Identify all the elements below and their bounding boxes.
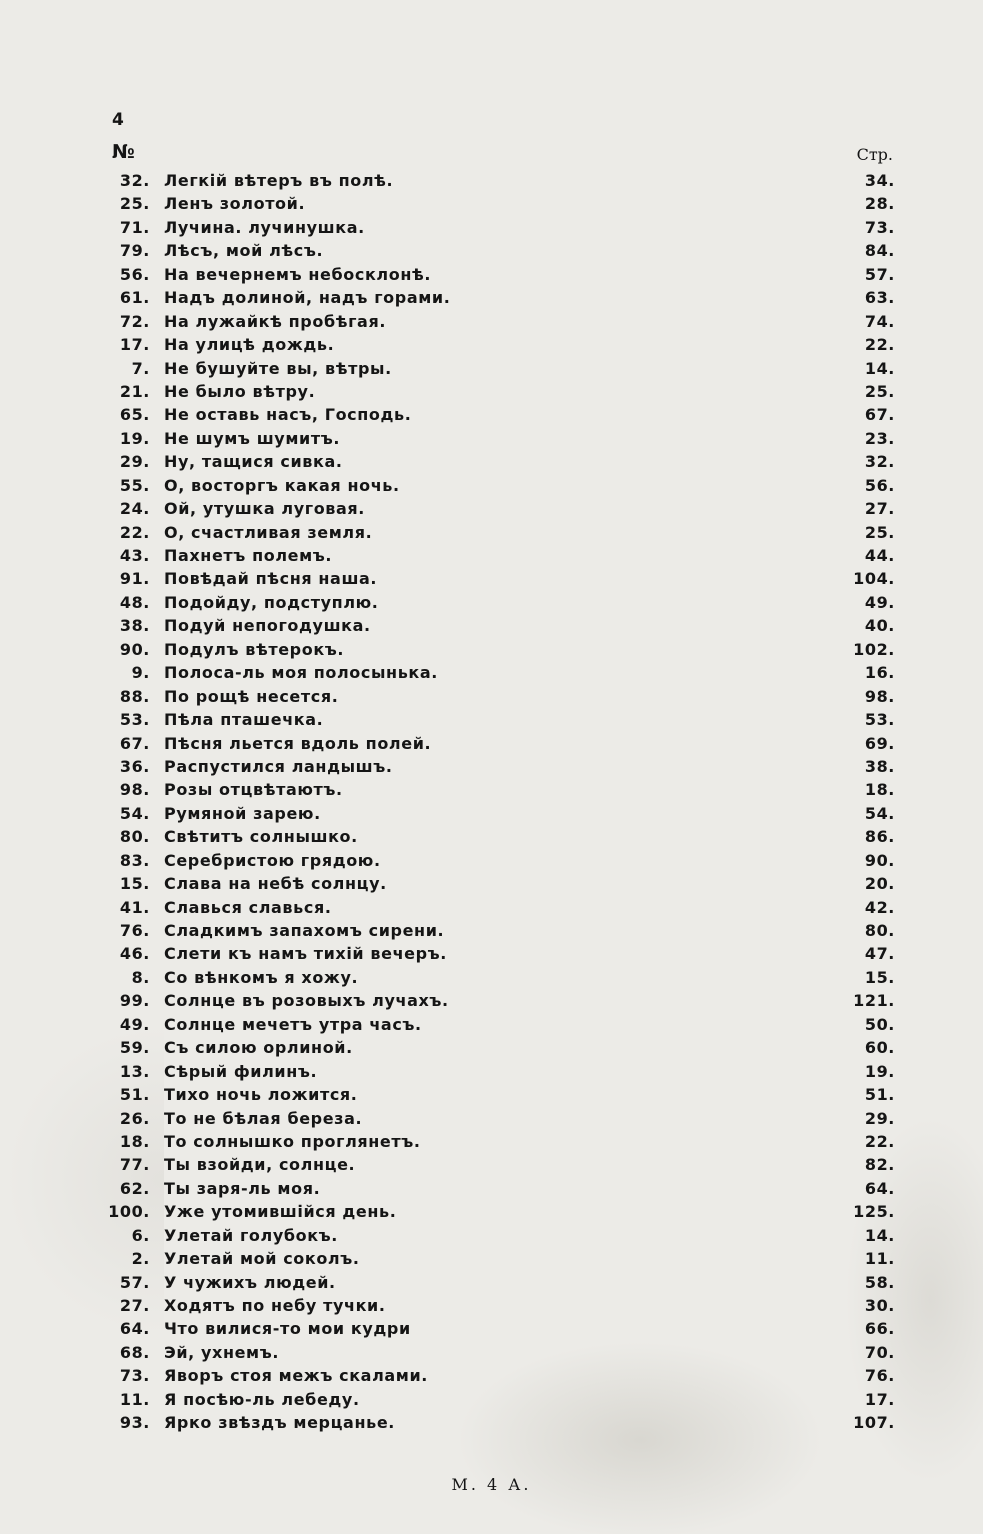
toc-entry xyxy=(100,802,895,825)
entry-page: 17. xyxy=(864,1389,895,1409)
toc-entry xyxy=(100,1107,895,1130)
entry-title: Пѣсня льется вдоль полей. xyxy=(164,732,435,755)
entry-number: 100. xyxy=(108,1202,150,1222)
entry-page: 67. xyxy=(864,405,895,425)
toc-entry xyxy=(100,567,895,590)
toc-entry xyxy=(100,1200,895,1223)
toc-entry xyxy=(100,1036,895,1059)
entry-title: Не оставь насъ, Господь. xyxy=(164,403,415,426)
entry-number: 83. xyxy=(119,850,150,870)
entry-number: 36. xyxy=(119,756,150,776)
entry-page: 47. xyxy=(864,944,895,964)
entry-title: Слети къ намъ тихій вечеръ. xyxy=(164,942,451,965)
entry-title: На лужайкѣ пробѣгая. xyxy=(164,310,390,333)
toc-entry xyxy=(100,825,895,848)
toc-entry xyxy=(100,872,895,895)
entry-page: 32. xyxy=(864,452,895,472)
entry-title: Ленъ золотой. xyxy=(164,192,309,215)
entry-number: 80. xyxy=(119,827,150,847)
entry-page: 102. xyxy=(853,639,895,659)
entry-title: Не шумъ шумитъ. xyxy=(164,427,344,450)
toc-entry xyxy=(100,1271,895,1294)
entry-title: Повѣдай пѣсня наша. xyxy=(164,567,381,590)
entry-title: Не было вѣтру. xyxy=(164,380,319,403)
entry-number: 21. xyxy=(119,381,150,401)
entry-title: Я посѣю-ль лебеду. xyxy=(164,1388,364,1411)
toc-entry xyxy=(100,1224,895,1247)
entry-title: Сѣрый филинъ. xyxy=(164,1060,321,1083)
entry-page: 49. xyxy=(864,592,895,612)
entry-title: Сладкимъ запахомъ сирени. xyxy=(164,919,448,942)
entry-page: 30. xyxy=(864,1296,895,1315)
entry-number: 6. xyxy=(131,1225,150,1245)
entry-number: 72. xyxy=(119,311,150,331)
toc-entry xyxy=(100,708,895,731)
toc-entry xyxy=(100,1153,895,1176)
entry-page: 84. xyxy=(864,241,895,261)
entry-page: 58. xyxy=(864,1272,895,1292)
entry-page: 70. xyxy=(864,1342,895,1362)
entry-number: 93. xyxy=(119,1413,150,1433)
entry-page: 56. xyxy=(864,475,895,495)
toc-entry xyxy=(100,942,895,965)
entry-title: Подулъ вѣтерокъ. xyxy=(164,638,348,661)
entry-number: 18. xyxy=(119,1131,150,1151)
entry-page: 80. xyxy=(864,921,895,940)
entry-title: Улетай мой соколъ. xyxy=(164,1247,364,1270)
entry-page: 107. xyxy=(853,1413,895,1433)
entry-title: У чужихъ людей. xyxy=(164,1271,340,1294)
entry-page: 19. xyxy=(864,1061,895,1081)
entry-number: 8. xyxy=(131,967,150,987)
toc-entry xyxy=(100,357,895,380)
entry-title: Лучина. лучинушка. xyxy=(164,216,369,239)
entry-page: 57. xyxy=(864,264,895,284)
entry-title: Подойду, подступлю. xyxy=(164,591,382,614)
entry-number: 79. xyxy=(119,241,150,261)
entry-number: 43. xyxy=(119,546,150,565)
entry-title: Солнце мечетъ утра часъ. xyxy=(164,1013,426,1036)
entry-number: 91. xyxy=(119,569,150,589)
entry-number: 71. xyxy=(119,217,150,237)
toc-entry xyxy=(100,1317,895,1340)
entry-page: 16. xyxy=(864,663,895,683)
toc-entry xyxy=(100,966,895,989)
toc-entry xyxy=(100,544,895,567)
page-number: 4 xyxy=(112,110,124,130)
entry-page: 121. xyxy=(853,991,895,1011)
entry-number: 38. xyxy=(119,616,150,636)
toc-entry xyxy=(100,732,895,755)
entry-title: По рощѣ несется. xyxy=(164,685,342,708)
toc-entry xyxy=(100,521,895,544)
toc-entry xyxy=(100,989,895,1012)
toc-entry xyxy=(100,591,895,614)
entry-page: 42. xyxy=(864,897,895,917)
entry-title: О, счастливая земля. xyxy=(164,521,376,544)
entry-title: Солнце въ розовыхъ лучахъ. xyxy=(164,989,453,1012)
toc-entry xyxy=(100,427,895,450)
entry-number: 48. xyxy=(119,592,150,612)
entry-number: 25. xyxy=(119,194,150,214)
entry-number: 27. xyxy=(119,1296,150,1315)
toc-entry xyxy=(100,169,895,192)
entry-title: Уже утомившійся день. xyxy=(164,1200,400,1223)
toc-entry xyxy=(100,778,895,801)
entry-title: Распустился ландышъ. xyxy=(164,755,397,778)
entry-page: 14. xyxy=(864,358,895,378)
entry-title: То солнышко проглянетъ. xyxy=(164,1130,425,1153)
entry-number: 98. xyxy=(119,780,150,800)
entry-page: 63. xyxy=(864,288,895,308)
entry-title: Лѣсъ, мой лѣсъ. xyxy=(164,239,327,262)
entry-page: 40. xyxy=(864,616,895,636)
entry-title: Розы отцвѣтаютъ. xyxy=(164,778,347,801)
entry-page: 14. xyxy=(864,1225,895,1245)
entry-number: 46. xyxy=(119,944,150,964)
entry-number: 51. xyxy=(119,1085,150,1105)
entry-number: 62. xyxy=(119,1178,150,1198)
entry-page: 82. xyxy=(864,1155,895,1175)
entry-page: 74. xyxy=(864,311,895,331)
entry-number: 99. xyxy=(119,991,150,1011)
entry-number: 19. xyxy=(119,428,150,448)
toc-entry xyxy=(100,286,895,309)
entry-number: 2. xyxy=(131,1249,150,1269)
entry-title: Эй, ухнемъ. xyxy=(164,1341,283,1364)
toc-entry xyxy=(100,1294,895,1317)
entry-title: Тихо ночь ложится. xyxy=(164,1083,361,1106)
entry-title: Ты взойди, солнце. xyxy=(164,1153,359,1176)
toc-entry xyxy=(100,192,895,215)
toc-entry xyxy=(100,403,895,426)
entry-title: Ярко звѣздъ мерцанье. xyxy=(164,1411,399,1434)
entry-title: Легкій вѣтеръ въ полѣ. xyxy=(164,169,397,192)
entry-title: Надъ долиной, надъ горами. xyxy=(164,286,454,309)
entry-page: 66. xyxy=(864,1319,895,1339)
entry-number: 17. xyxy=(119,335,150,355)
entry-number: 15. xyxy=(119,874,150,894)
entry-page: 50. xyxy=(864,1014,895,1034)
toc-entry xyxy=(100,310,895,333)
entry-title: Свѣтитъ солнышко. xyxy=(164,825,362,848)
toc-entry xyxy=(100,333,895,356)
entry-number: 29. xyxy=(119,452,150,472)
entry-page: 29. xyxy=(864,1108,895,1128)
entry-page: 64. xyxy=(864,1178,895,1198)
entry-page: 11. xyxy=(864,1249,895,1269)
toc-entry xyxy=(100,1364,895,1387)
toc-entry xyxy=(100,474,895,497)
toc-entry xyxy=(100,216,895,239)
entry-number: 54. xyxy=(119,803,150,823)
entry-number: 76. xyxy=(119,921,150,940)
entry-title: Славься славься. xyxy=(164,896,336,919)
toc-header xyxy=(112,141,893,165)
toc-entry xyxy=(100,1060,895,1083)
entry-page: 20. xyxy=(864,874,895,894)
entry-page: 38. xyxy=(864,756,895,776)
toc-entry xyxy=(100,849,895,872)
entry-page: 44. xyxy=(864,546,895,565)
toc-entry xyxy=(100,755,895,778)
entry-number: 55. xyxy=(119,475,150,495)
entry-page: 69. xyxy=(864,733,895,753)
entry-title: Не бушуйте вы, вѣтры. xyxy=(164,357,396,380)
entry-title: На улицѣ дождь. xyxy=(164,333,338,356)
toc-entry xyxy=(100,1388,895,1411)
entry-page: 28. xyxy=(864,194,895,214)
toc-entry xyxy=(100,614,895,637)
entry-number: 9. xyxy=(131,663,150,683)
entry-title: На вечернемъ небосклонѣ. xyxy=(164,263,435,286)
entry-page: 25. xyxy=(864,381,895,401)
entry-number: 56. xyxy=(119,264,150,284)
toc-entry xyxy=(100,380,895,403)
entry-title: Улетай голубокъ. xyxy=(164,1224,342,1247)
entry-number: 68. xyxy=(119,1342,150,1362)
entry-title: Что вилися-то мои кудри xyxy=(164,1317,415,1340)
entry-page: 98. xyxy=(864,686,895,706)
toc-entry xyxy=(100,1247,895,1270)
entry-page: 22. xyxy=(864,335,895,355)
toc-entry xyxy=(100,497,895,520)
toc-entry xyxy=(100,919,895,942)
entry-page: 23. xyxy=(864,428,895,448)
entry-number: 67. xyxy=(119,733,150,753)
entry-title: Полоса-ль моя полосынька. xyxy=(164,661,442,684)
entry-number: 32. xyxy=(119,171,150,190)
toc-entry xyxy=(100,638,895,661)
entry-number: 24. xyxy=(119,499,150,519)
entry-title: Ну, тащися сивка. xyxy=(164,450,347,473)
entry-page: 22. xyxy=(864,1131,895,1151)
entry-page: 53. xyxy=(864,710,895,730)
entry-title: Ходятъ по небу тучки. xyxy=(164,1294,390,1317)
entry-title: То не бѣлая береза. xyxy=(164,1107,366,1130)
entry-title: Слава на небѣ солнцу. xyxy=(164,872,391,895)
toc-entry xyxy=(100,1083,895,1106)
entry-title: Пѣла пташечка. xyxy=(164,708,327,731)
entry-title: Румяной зарею. xyxy=(164,802,325,825)
printer-signature: М. 4 А. xyxy=(451,1475,532,1494)
entry-page: 90. xyxy=(864,850,895,870)
entry-page: 18. xyxy=(864,780,895,800)
toc-entry xyxy=(100,896,895,919)
entry-title: Яворъ стоя межъ скалами. xyxy=(164,1364,432,1387)
entry-number: 88. xyxy=(119,686,150,706)
entry-title: Ты заря-ль моя. xyxy=(164,1177,324,1200)
entry-page: 54. xyxy=(864,803,895,823)
entry-page: 60. xyxy=(864,1038,895,1058)
toc-entry xyxy=(100,1130,895,1153)
entry-page: 15. xyxy=(864,967,895,987)
entry-page: 104. xyxy=(853,569,895,589)
toc-entry xyxy=(100,1411,895,1434)
entry-number: 57. xyxy=(119,1272,150,1292)
entry-number: 73. xyxy=(119,1366,150,1386)
toc-entry xyxy=(100,1177,895,1200)
entry-number: 22. xyxy=(119,522,150,542)
entry-page: 73. xyxy=(864,217,895,237)
toc-entry xyxy=(100,263,895,286)
toc-entry xyxy=(100,1341,895,1364)
toc-entry xyxy=(100,685,895,708)
entry-title: Серебристою грядою. xyxy=(164,849,385,872)
entry-title: Пахнетъ полемъ. xyxy=(164,544,336,567)
entry-page: 86. xyxy=(864,827,895,847)
entry-number: 7. xyxy=(131,358,150,378)
entry-title: Ой, утушка луговая. xyxy=(164,497,369,520)
toc-entry xyxy=(100,239,895,262)
entry-number: 64. xyxy=(119,1319,150,1339)
entry-number: 65. xyxy=(119,405,150,425)
entry-number: 41. xyxy=(119,897,150,917)
entry-page: 51. xyxy=(864,1085,895,1105)
entry-page: 125. xyxy=(853,1202,895,1222)
entry-number: 13. xyxy=(119,1061,150,1081)
entry-number: 53. xyxy=(119,710,150,730)
page-column-label: Стр. xyxy=(856,145,893,164)
entry-number: 49. xyxy=(119,1014,150,1034)
toc-entry xyxy=(100,450,895,473)
entry-title: О, восторгъ какая ночь. xyxy=(164,474,404,497)
entry-page: 76. xyxy=(864,1366,895,1386)
entry-page: 25. xyxy=(864,522,895,542)
table-of-contents xyxy=(100,169,895,1435)
entry-number: 61. xyxy=(119,288,150,308)
toc-entry xyxy=(100,1013,895,1036)
entry-number: 59. xyxy=(119,1038,150,1058)
entry-number: 77. xyxy=(119,1155,150,1175)
entry-number: 90. xyxy=(119,639,150,659)
entry-title: Со вѣнкомъ я хожу. xyxy=(164,966,362,989)
entry-number: 11. xyxy=(119,1389,150,1409)
number-column-label: № xyxy=(112,141,135,163)
entry-title: Подуй непогодушка. xyxy=(164,614,375,637)
entry-title: Съ силою орлиной. xyxy=(164,1036,357,1059)
entry-page: 27. xyxy=(864,499,895,519)
entry-page: 34. xyxy=(864,171,895,190)
entry-number: 26. xyxy=(119,1108,150,1128)
toc-entry xyxy=(100,661,895,684)
